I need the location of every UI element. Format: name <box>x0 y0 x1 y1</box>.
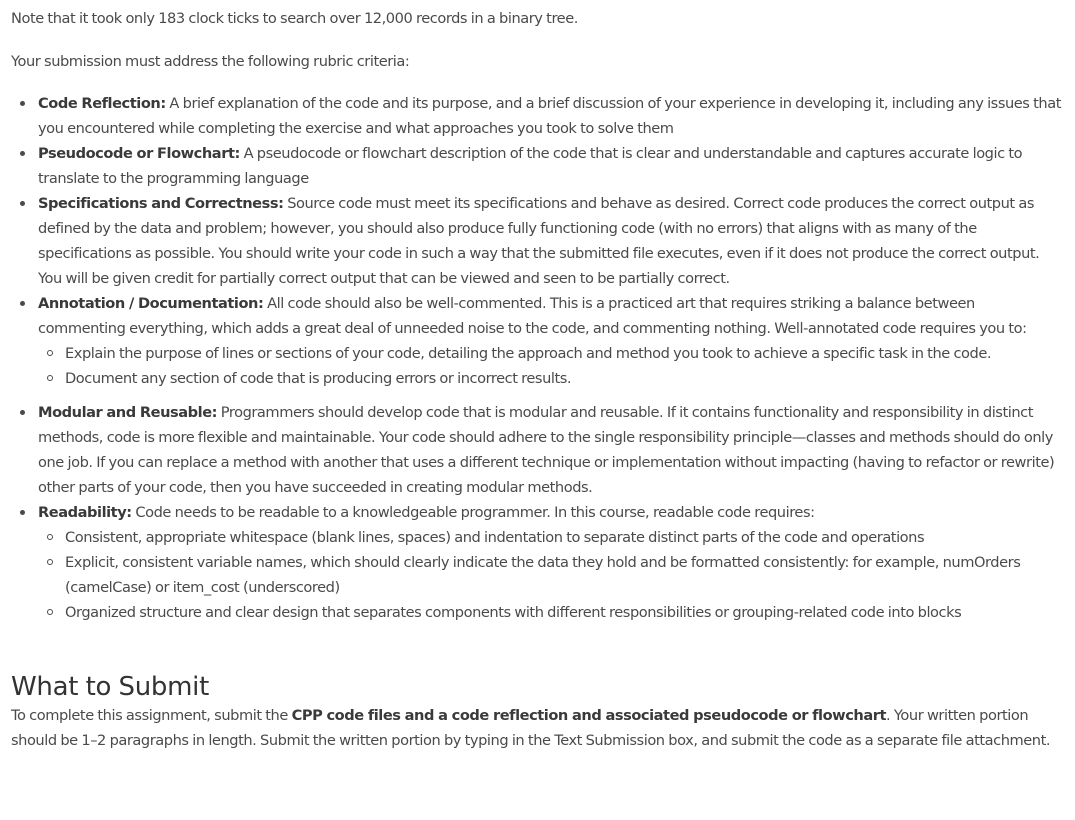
criteria-item-pseudocode <box>38 141 1065 191</box>
submit-text-bold: CPP code files and a code reflection and associated pseudocode or flowchart <box>291 707 887 724</box>
submit-instructions <box>11 703 1065 753</box>
submit-text-after: . Your written portion should be 1–2 paragraphs in length. Submit the written portion by typing in the Text Submission box, and submit the code as a separate file attachment. <box>11 707 1051 749</box>
criteria-text: All code should also be well-commented. This is a practiced art that requires striking a balance between commenting everything, which adds a great deal of unneeded noise to the code, and commenting nothing. Well-annotated code requires you to: <box>38 295 1027 337</box>
rubric-lead: Your submission must address the following rubric criteria: <box>11 53 410 70</box>
criteria-item-annotation <box>38 291 1065 391</box>
criteria-item-readability <box>38 500 1065 625</box>
criteria-title: Readability: <box>38 504 132 521</box>
annotation-sub-list <box>38 341 1065 391</box>
intro-note: Note that it took only 183 clock ticks to search over 12,000 records in a binary tree. <box>11 10 578 27</box>
readability-sub-list <box>38 525 1065 625</box>
criteria-text: Source code must meet its specifications and behave as desired. Correct code produces the correct output as defined by the data and problem; however, you should also produce fully functioning code (with no errors) that aligns with as many of the specifications as possible. You should write your code in such a way that the submitted file executes, even if it does not produce the correct output. You will be given credit for partially correct output that can be viewed and seen to be partially correct. <box>38 195 1040 287</box>
sub-list-item: Explicit, consistent variable names, which should clearly indicate the data they hold and be formatted consistently: for example, numOrders (camelCase) or item_cost (underscored) <box>65 550 1065 600</box>
sub-list-item: Organized structure and clear design that separates components with different responsibilities or grouping-related code into blocks <box>65 600 1065 625</box>
submit-text-before: To complete this assignment, submit the <box>11 707 292 724</box>
sub-list-item: Explain the purpose of lines or sections of your code, detailing the approach and method you took to achieve a specific task in the code. <box>65 341 1065 366</box>
criteria-title: Modular and Reusable: <box>38 404 218 421</box>
criteria-item-modular <box>38 400 1065 500</box>
criteria-item-code-reflection <box>38 91 1065 141</box>
criteria-text: A pseudocode or flowchart description of the code that is clear and understandable and captures accurate logic to translate to the programming language <box>38 145 1023 187</box>
what-to-submit-heading: What to Submit <box>11 672 209 702</box>
criteria-text: A brief explanation of the code and its purpose, and a brief discussion of your experience in developing it, including any issues that you encountered while completing the exercise and what approaches you took to solve them <box>38 95 1061 137</box>
criteria-text: Code needs to be readable to a knowledgeable programmer. In this course, readable code requires: <box>131 504 815 521</box>
criteria-title: Pseudocode or Flowchart: <box>38 145 240 162</box>
criteria-title: Code Reflection: <box>38 95 166 112</box>
criteria-item-specifications <box>38 191 1065 291</box>
criteria-text: Programmers should develop code that is modular and reusable. If it contains functionality and responsibility in distinct methods, code is more flexible and maintainable. Your code should adhere to the single responsibility principle—classes and methods should do only one job. If you can replace a method with another that uses a different technique or implementation without impacting (having to refactor or rewrite) other parts of your code, then you have succeeded in creating modular methods. <box>38 404 1055 496</box>
sub-list-item: Document any section of code that is producing errors or incorrect results. <box>65 366 1065 391</box>
criteria-title: Annotation / Documentation: <box>38 295 264 312</box>
rubric-criteria-list <box>11 91 1065 625</box>
sub-list-item: Consistent, appropriate whitespace (blank lines, spaces) and indentation to separate distinct parts of the code and operations <box>65 525 1065 550</box>
criteria-title: Specifications and Correctness: <box>38 195 284 212</box>
